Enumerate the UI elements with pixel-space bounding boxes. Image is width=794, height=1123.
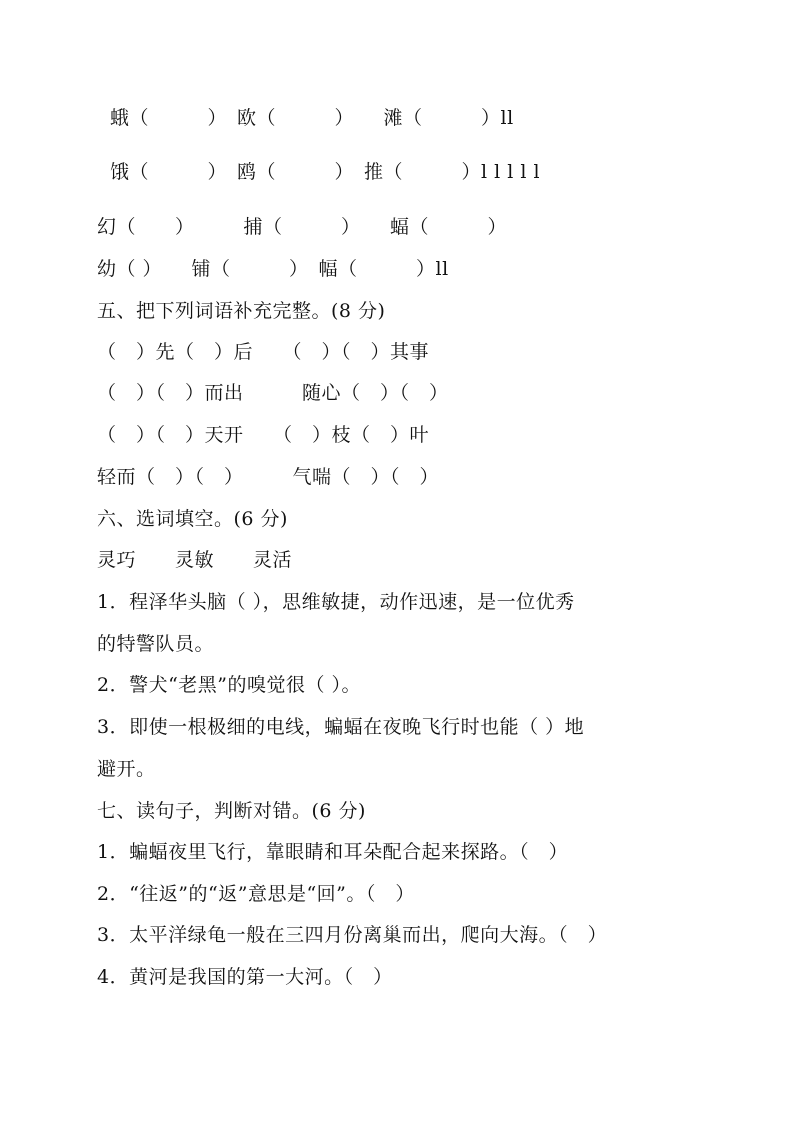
q4-row-4: 幼（ ） 铺（ ） 幅（ ）ll	[97, 258, 449, 280]
q5-title: 五、把下列词语补充完整。(8 分)	[97, 300, 386, 322]
q5-line-3: （ ）（ ）天开 （ ）枝（ ）叶	[97, 424, 430, 446]
q7-title: 七、读句子，判断对错。(6 分)	[97, 800, 366, 822]
q6-word-options: 灵巧 灵敏 灵活	[97, 549, 293, 571]
q4-row-3: 幻（ ） 捕（ ） 蝠（ ）	[97, 216, 508, 238]
q5-line-1: （ ）先（ ）后 （ ）（ ）其事	[97, 341, 430, 363]
q7-statement-3: 3．太平洋绿龟一般在三四月份离巢而出，爬向大海。（ ）	[97, 924, 608, 946]
q7-statement-2: 2．“往返”的“返”意思是“回”。（ ）	[97, 883, 415, 905]
q6-sentence-1: 1．程泽华头脑（ ），思维敏捷，动作迅速，是一位优秀	[97, 591, 575, 613]
q4-row-1: 蛾（ ） 欧（ ） 滩（ ）ll	[110, 107, 514, 129]
q7-statement-1: 1．蝙蝠夜里飞行，靠眼睛和耳朵配合起来探路。（ ）	[97, 841, 569, 863]
q6-sentence-3: 3．即使一根极细的电线，蝙蝠在夜晚飞行时也能（ ）地	[97, 716, 585, 738]
q6-sentence-2: 2．警犬“老黑”的嗅觉很（ ）。	[97, 674, 362, 696]
q6-sentence-3-cont: 避开。	[97, 758, 156, 780]
q5-line-2: （ ）（ ）而出 随心（ ）（ ）	[97, 382, 449, 404]
q4-row-2: 饿（ ） 鸥（ ） 推（ ）l l l l l	[110, 161, 541, 183]
q6-sentence-1-cont: 的特警队员。	[97, 633, 215, 655]
q6-title: 六、选词填空。(6 分)	[97, 508, 288, 530]
q5-line-4: 轻而（ ）（ ） 气喘（ ）（ ）	[97, 466, 440, 488]
q7-statement-4: 4．黄河是我国的第一大河。（ ）	[97, 966, 393, 988]
